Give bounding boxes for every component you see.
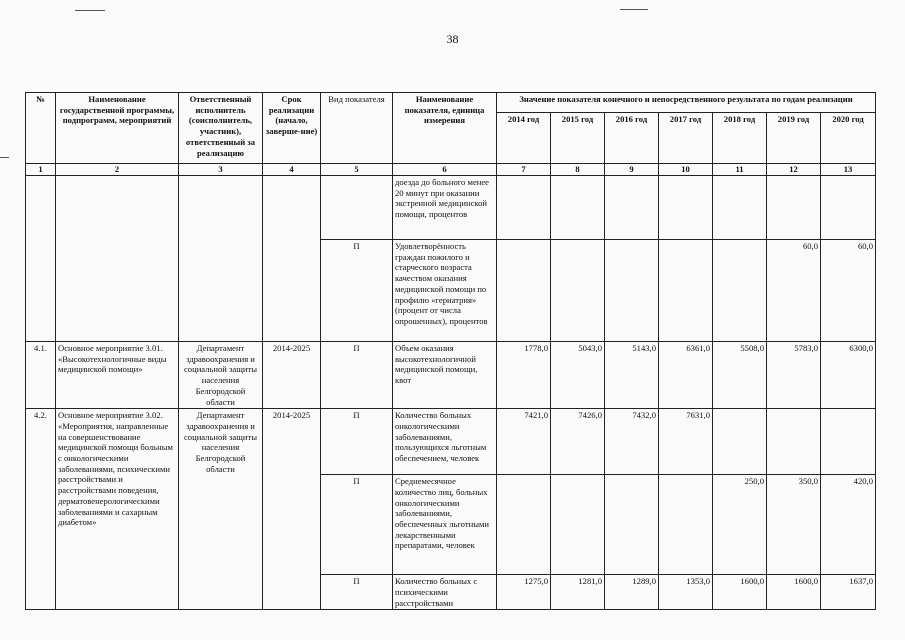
column-number: 2 <box>56 164 179 176</box>
header-values-group: Значение показателя конечного и непосредственного результата по годам реализации <box>497 93 876 113</box>
value-cell <box>497 240 551 342</box>
header-executor: Ответственный исполнитель (соисполнитель, участник), ответственный за реализацию <box>179 93 263 164</box>
value-cell: 1778,0 <box>497 342 551 409</box>
value-cell <box>605 176 659 240</box>
value-cell: 1289,0 <box>605 575 659 610</box>
value-cell: 350,0 <box>767 475 821 575</box>
value-cell <box>713 176 767 240</box>
value-cell <box>551 475 605 575</box>
value-cell: 5783,0 <box>767 342 821 409</box>
column-number: 11 <box>713 164 767 176</box>
row-term <box>263 176 321 342</box>
value-cell: 7631,0 <box>659 409 713 475</box>
value-cell <box>713 409 767 475</box>
value-cell: 7421,0 <box>497 409 551 475</box>
row-indicator-name: Количество больных онкологическими заболеваниями, пользующихся льготным обеспечением, человек <box>393 409 497 475</box>
column-number: 4 <box>263 164 321 176</box>
value-cell: 5043,0 <box>551 342 605 409</box>
header-term: Срок реализации (начало, заверше-ние) <box>263 93 321 164</box>
value-cell <box>659 240 713 342</box>
table-row <box>26 176 876 240</box>
indicators-table <box>25 92 876 610</box>
row-indicator-type: П <box>321 342 393 409</box>
value-cell <box>821 409 876 475</box>
row-number <box>26 176 56 342</box>
row-number: 4.1. <box>26 342 56 409</box>
scan-artifact <box>75 10 105 11</box>
column-number: 10 <box>659 164 713 176</box>
value-cell: 250,0 <box>713 475 767 575</box>
column-number: 3 <box>179 164 263 176</box>
value-cell: 5143,0 <box>605 342 659 409</box>
value-cell: 1637,0 <box>821 575 876 610</box>
value-cell: 7432,0 <box>605 409 659 475</box>
row-indicator-name: доезда до больного менее 20 минут при оказании экстренной медицинской помощи, процентов <box>393 176 497 240</box>
row-executor <box>179 176 263 342</box>
value-cell <box>821 176 876 240</box>
value-cell: 1275,0 <box>497 575 551 610</box>
table-row <box>26 342 876 409</box>
value-cell: 420,0 <box>821 475 876 575</box>
value-cell: 60,0 <box>767 240 821 342</box>
value-cell: 1353,0 <box>659 575 713 610</box>
page-number: 38 <box>446 32 459 46</box>
table-row <box>26 409 876 475</box>
value-cell <box>605 475 659 575</box>
value-cell: 1600,0 <box>713 575 767 610</box>
scan-artifact <box>0 157 9 158</box>
value-cell: 1281,0 <box>551 575 605 610</box>
row-indicator-name: Среднемесячное количество лиц, больных онкологическими заболеваниями, обеспеченных льготными лекарственными препаратами, человек <box>393 475 497 575</box>
row-indicator-type: П <box>321 575 393 610</box>
column-number: 5 <box>321 164 393 176</box>
value-cell <box>551 240 605 342</box>
row-indicator-type: П <box>321 475 393 575</box>
value-cell <box>605 240 659 342</box>
header-indicator-type: Вид показателя <box>321 93 393 164</box>
row-executor: Департамент здравоохранения и социальной защиты населения Белгородской области <box>179 342 263 409</box>
header-indicator-name: Наименование показателя, единица измерения <box>393 93 497 164</box>
header-year: 2019 год <box>767 113 821 164</box>
row-program-name: Основное мероприятие 3.02. «Мероприятия, направленные на совершенствование медицинской помощи больным с онкологическими заболеваниями, психическими расстройствами и расстройствами поведения, дерматовенерологическими заболеваниями и сахарным диабетом» <box>56 409 179 610</box>
column-number: 6 <box>393 164 497 176</box>
header-year: 2017 год <box>659 113 713 164</box>
row-program-name <box>56 176 179 342</box>
row-term: 2014-2025 <box>263 342 321 409</box>
value-cell <box>497 475 551 575</box>
row-indicator-name: Объем оказания высокотехнологичной медицинской помощи, квот <box>393 342 497 409</box>
column-number: 9 <box>605 164 659 176</box>
value-cell: 6300,0 <box>821 342 876 409</box>
header-program-name: Наименование государственной программы, подпрограмм, мероприятий <box>56 93 179 164</box>
header-number: № <box>26 93 56 164</box>
value-cell: 6361,0 <box>659 342 713 409</box>
row-number: 4.2. <box>26 409 56 610</box>
column-number: 7 <box>497 164 551 176</box>
row-term: 2014-2025 <box>263 409 321 610</box>
value-cell <box>551 176 605 240</box>
column-number: 1 <box>26 164 56 176</box>
header-year: 2020 год <box>821 113 876 164</box>
value-cell <box>767 176 821 240</box>
row-indicator-type: П <box>321 240 393 342</box>
value-cell: 1600,0 <box>767 575 821 610</box>
row-program-name: Основное мероприятие 3.01. «Высокотехнологичные виды медицинской помощи» <box>56 342 179 409</box>
row-indicator-type <box>321 176 393 240</box>
value-cell <box>767 409 821 475</box>
column-number: 13 <box>821 164 876 176</box>
value-cell <box>713 240 767 342</box>
value-cell <box>659 475 713 575</box>
value-cell <box>659 176 713 240</box>
value-cell <box>497 176 551 240</box>
header-year: 2015 год <box>551 113 605 164</box>
row-indicator-name: Удовлетворённость граждан пожилого и старческого возраста качеством оказания медицинской помощи по профилю «гериатрия» (процент от числа опрошенных), процентов <box>393 240 497 342</box>
value-cell: 7426,0 <box>551 409 605 475</box>
header-year: 2016 год <box>605 113 659 164</box>
value-cell: 5508,0 <box>713 342 767 409</box>
scan-artifact <box>620 9 648 10</box>
header-year: 2018 год <box>713 113 767 164</box>
header-year: 2014 год <box>497 113 551 164</box>
column-number: 8 <box>551 164 605 176</box>
value-cell: 60,0 <box>821 240 876 342</box>
row-indicator-name: Количество больных с психическими расстройствами <box>393 575 497 610</box>
row-indicator-type: П <box>321 409 393 475</box>
column-number: 12 <box>767 164 821 176</box>
row-executor: Департамент здравоохранения и социальной защиты населения Белгородской области <box>179 409 263 610</box>
